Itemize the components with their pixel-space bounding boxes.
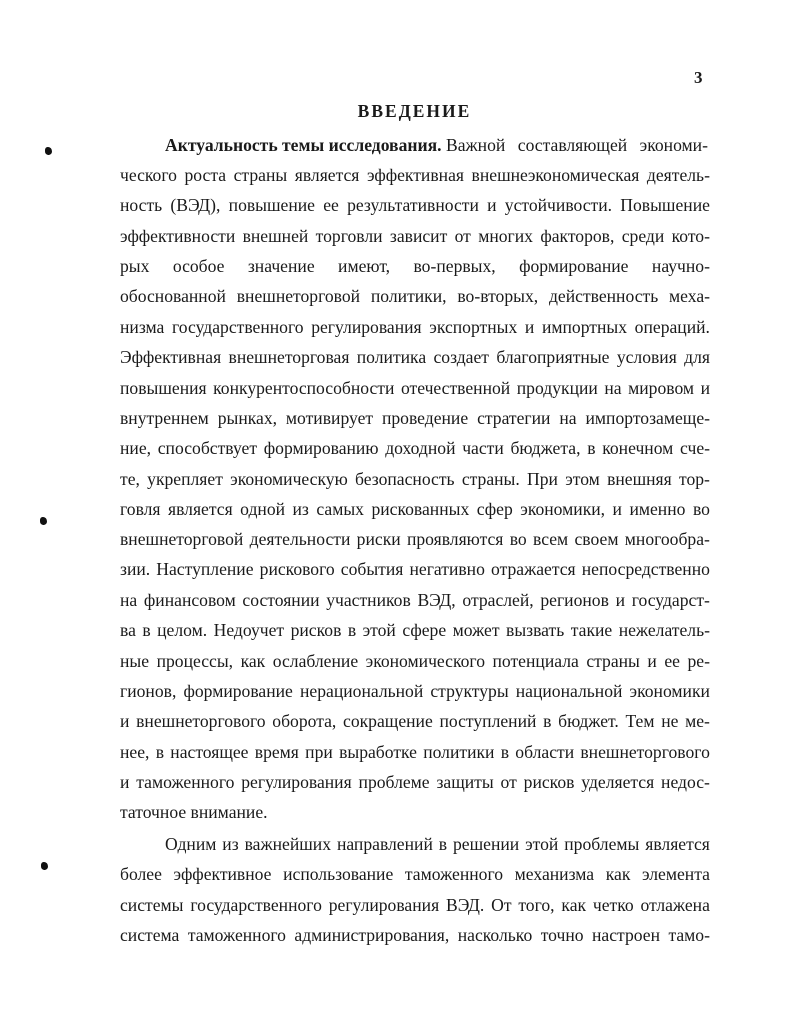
word: направлений (336, 834, 433, 854)
word: рисков (290, 620, 342, 640)
word: этом (565, 469, 600, 489)
word: ВЭД. (446, 895, 485, 915)
word: самых (316, 499, 364, 519)
word: в (438, 834, 448, 854)
word: не (661, 711, 679, 731)
word: время (254, 742, 299, 762)
word: благоприятные (496, 347, 610, 367)
word: Тем (625, 711, 655, 731)
word: гионов, (120, 681, 177, 701)
word: устойчивости. (504, 195, 613, 215)
word: нее, (120, 742, 150, 762)
word: имеют, (338, 256, 391, 276)
word: регионов (540, 590, 609, 610)
word: для (684, 347, 710, 367)
word: в (543, 711, 552, 731)
word: и (120, 711, 130, 731)
word: меха- (669, 286, 710, 306)
word: экономического (365, 651, 485, 671)
word: результативности (347, 195, 479, 215)
word: во-вторых, (457, 286, 539, 306)
word: научно- (651, 256, 710, 276)
word: те, (120, 469, 140, 489)
word: рисков (523, 772, 575, 792)
margin-mark (45, 147, 52, 155)
word: повышения (120, 378, 207, 398)
word: экспортных (429, 317, 518, 337)
word: части (462, 438, 504, 458)
word: тамо- (668, 925, 710, 945)
word: Наступление (156, 559, 254, 579)
word: Важной (445, 135, 506, 155)
word: ческого (120, 165, 177, 185)
word: укрепляет (147, 469, 223, 489)
word: в (142, 620, 151, 640)
word: механизма (514, 864, 595, 884)
word: и (615, 590, 626, 610)
word: одной (240, 499, 286, 519)
text-line (120, 620, 710, 641)
text-line (120, 347, 710, 368)
word: потенциала (492, 651, 579, 671)
word: государственного (190, 895, 322, 915)
word: во (692, 499, 710, 519)
word: решении (453, 834, 520, 854)
word: отраслей, (462, 590, 534, 610)
text-line (120, 590, 710, 611)
text-line (120, 438, 710, 459)
word: как (561, 895, 587, 915)
word: внешнеторгового (580, 742, 710, 762)
word: ность (120, 195, 163, 215)
word: и (700, 378, 710, 398)
word: настроен (592, 925, 660, 945)
word: конечном (602, 438, 674, 458)
word: своем (574, 529, 619, 549)
text-line (120, 226, 710, 247)
text-line (120, 711, 710, 732)
word: может (452, 620, 500, 640)
word: уделяется (581, 772, 655, 792)
word: бюджета, (510, 438, 581, 458)
page-number: 3 (694, 68, 703, 87)
word: внешнеторговой (236, 286, 361, 306)
word: мировом (628, 378, 695, 398)
word: такие (570, 620, 613, 640)
text-line: таточное внимание. (120, 802, 268, 822)
word: ре- (687, 651, 710, 671)
word: участников (326, 590, 411, 610)
word: точно (540, 925, 584, 945)
text-line (120, 742, 710, 763)
word: государст- (631, 590, 710, 610)
word: на (604, 378, 622, 398)
word: страны (233, 165, 288, 185)
word: во (509, 529, 527, 549)
word: страны (586, 651, 640, 671)
word: ее (323, 195, 339, 215)
word: регулирования (328, 895, 440, 915)
word: конкурентоспособности (213, 378, 395, 398)
word: импортозамеще- (585, 408, 710, 428)
word: того, (518, 895, 555, 915)
word: является (168, 499, 233, 519)
word: политики, (370, 286, 447, 306)
word: элемента (642, 864, 710, 884)
word: именно (629, 499, 686, 519)
word: среди (621, 226, 665, 246)
word: бюджет. (558, 711, 619, 731)
word: эффективности (120, 226, 236, 246)
word: особое (172, 256, 225, 276)
text-line (120, 499, 710, 520)
word: внешнеэкономическая (471, 165, 640, 185)
text-line (120, 559, 710, 580)
word: внешнеторгового (136, 711, 266, 731)
word: При (527, 469, 558, 489)
text-line (120, 317, 710, 338)
text-line (120, 195, 710, 216)
word: проблеме (358, 772, 430, 792)
word: процессы, (156, 651, 234, 671)
word: обоснованной (120, 286, 226, 306)
word: сфер (476, 499, 513, 519)
word: четко (592, 895, 634, 915)
text-line (120, 256, 710, 277)
word: составляющей (517, 135, 628, 155)
word: в (587, 438, 596, 458)
word: на (120, 590, 138, 610)
word: при (305, 742, 333, 762)
word: внешней (242, 226, 309, 246)
text-line (120, 286, 710, 307)
word: политики (423, 742, 495, 762)
word: состоянии (242, 590, 320, 610)
word: регулирования (241, 772, 352, 792)
text-line-content (446, 135, 708, 156)
word: сокращение (343, 711, 433, 731)
text-line (120, 895, 710, 916)
word: является (294, 165, 360, 185)
word: Эффективная (120, 347, 222, 367)
word: области (515, 742, 575, 762)
word: ние, (120, 438, 152, 458)
text-line (120, 378, 710, 399)
word: от (500, 772, 517, 792)
word: внешняя (607, 469, 672, 489)
word: таможенного (136, 772, 235, 792)
margin-mark (41, 862, 48, 870)
word: зии. (120, 559, 151, 579)
margin-mark (40, 517, 47, 525)
word: выработке (339, 742, 417, 762)
word: роста (184, 165, 227, 185)
word: ме- (685, 711, 710, 731)
word: действенность (548, 286, 659, 306)
word: национальной (515, 681, 623, 701)
page-heading: ВВЕДЕНИЕ (357, 101, 472, 121)
word: Повышение (620, 195, 710, 215)
word: рых (120, 256, 150, 276)
word: в (155, 742, 165, 762)
word: значение (247, 256, 315, 276)
word: От (491, 895, 512, 915)
word: системы (120, 895, 184, 915)
text-line (120, 925, 710, 946)
word: как (240, 651, 266, 671)
word: экономики, (520, 499, 606, 519)
word: отлажена (640, 895, 710, 915)
word: таможенного (187, 925, 286, 945)
text-line (120, 681, 710, 702)
word: использование (283, 864, 394, 884)
word: зависит (389, 226, 448, 246)
word: и (120, 772, 130, 792)
word: отечественной (400, 378, 511, 398)
text-line (120, 651, 710, 672)
word: экономики (629, 681, 710, 701)
word: стратегии (477, 408, 551, 428)
word: как (605, 864, 631, 884)
word: многих (478, 226, 533, 246)
word: нерациональной (299, 681, 424, 701)
word: низма (120, 317, 165, 337)
word: (ВЭД), (170, 195, 221, 215)
word: система (120, 925, 180, 945)
word: политика (356, 347, 427, 367)
word: регулирования (311, 317, 422, 337)
word: повышение (228, 195, 315, 215)
word: оборота, (272, 711, 337, 731)
word: экономическую (230, 469, 348, 489)
word: на (559, 408, 577, 428)
word: тор- (679, 469, 710, 489)
word: страны. (461, 469, 520, 489)
word: внешнеторговой (120, 529, 244, 549)
word: многообра- (624, 529, 710, 549)
word: рискованных (371, 499, 470, 519)
word: формированию (263, 438, 379, 458)
text-line (120, 408, 710, 429)
text-line (165, 135, 710, 156)
word: деятель- (646, 165, 710, 185)
word: и (647, 651, 657, 671)
word: и (524, 317, 535, 337)
word: государственного (172, 317, 304, 337)
word: риски (356, 529, 401, 549)
word: и (612, 499, 622, 519)
word: является (645, 834, 710, 854)
word: ВЭД, (417, 590, 456, 610)
word: создает (433, 347, 489, 367)
word: события (340, 559, 404, 579)
word: внешнеторговая (228, 347, 350, 367)
word: проблемы (564, 834, 640, 854)
word: проявляются (406, 529, 504, 549)
text-line (165, 834, 710, 855)
word: ва (120, 620, 136, 640)
word: насколько (457, 925, 533, 945)
word: отражается (491, 559, 576, 579)
text-line (120, 165, 710, 186)
word: экономи- (639, 135, 708, 155)
text-line (120, 772, 710, 793)
word: способствует (157, 438, 258, 458)
word: непосредственно (581, 559, 710, 579)
word: проведение (381, 408, 469, 428)
word: формирование (519, 256, 629, 276)
word: кото- (671, 226, 710, 246)
word: ные (120, 651, 150, 671)
word: Одним (165, 834, 217, 854)
word: из (222, 834, 239, 854)
lead-bold: Актуальность темы исследования. (165, 135, 442, 155)
word: деятельности (249, 529, 351, 549)
word: в (347, 620, 357, 640)
word: говля (120, 499, 161, 519)
word: поступлений (439, 711, 537, 731)
word: недос- (661, 772, 710, 792)
text-line (120, 864, 710, 885)
word: доходной (385, 438, 456, 458)
word: настоящее (170, 742, 249, 762)
word: факторов, (540, 226, 615, 246)
word: администрирования, (294, 925, 450, 945)
word: операций. (634, 317, 710, 337)
word: эффективная (366, 165, 464, 185)
word: от (454, 226, 471, 246)
word: всем (533, 529, 569, 549)
word: негативно (409, 559, 485, 579)
word: ослабление (272, 651, 359, 671)
word: финансовом (143, 590, 236, 610)
word: сфере (402, 620, 447, 640)
word: нежелатель- (618, 620, 710, 640)
word: во-первых, (413, 256, 496, 276)
word: рынках, (217, 408, 278, 428)
word: важнейших (244, 834, 332, 854)
word: рискового (259, 559, 335, 579)
word: защиты (436, 772, 494, 792)
text-line (120, 469, 710, 490)
word: продукции (516, 378, 598, 398)
word: таможенного (404, 864, 504, 884)
word: сче- (680, 438, 710, 458)
word: эффективное (173, 864, 272, 884)
word: внутреннем (120, 408, 209, 428)
word: структуры (430, 681, 509, 701)
word: и (487, 195, 497, 215)
word: этой (362, 620, 396, 640)
text-line (120, 529, 710, 550)
word: более (120, 864, 162, 884)
word: вызвать (506, 620, 565, 640)
word: целом. (157, 620, 208, 640)
word: безопасность (354, 469, 455, 489)
word: условия (616, 347, 677, 367)
word: из (292, 499, 309, 519)
word: импортных (541, 317, 628, 337)
word: мотивирует (285, 408, 374, 428)
word: ее (664, 651, 680, 671)
word: этой (525, 834, 559, 854)
word: формирование (183, 681, 293, 701)
word: в (500, 742, 510, 762)
word: торговли (315, 226, 383, 246)
word: Недоучет (213, 620, 285, 640)
